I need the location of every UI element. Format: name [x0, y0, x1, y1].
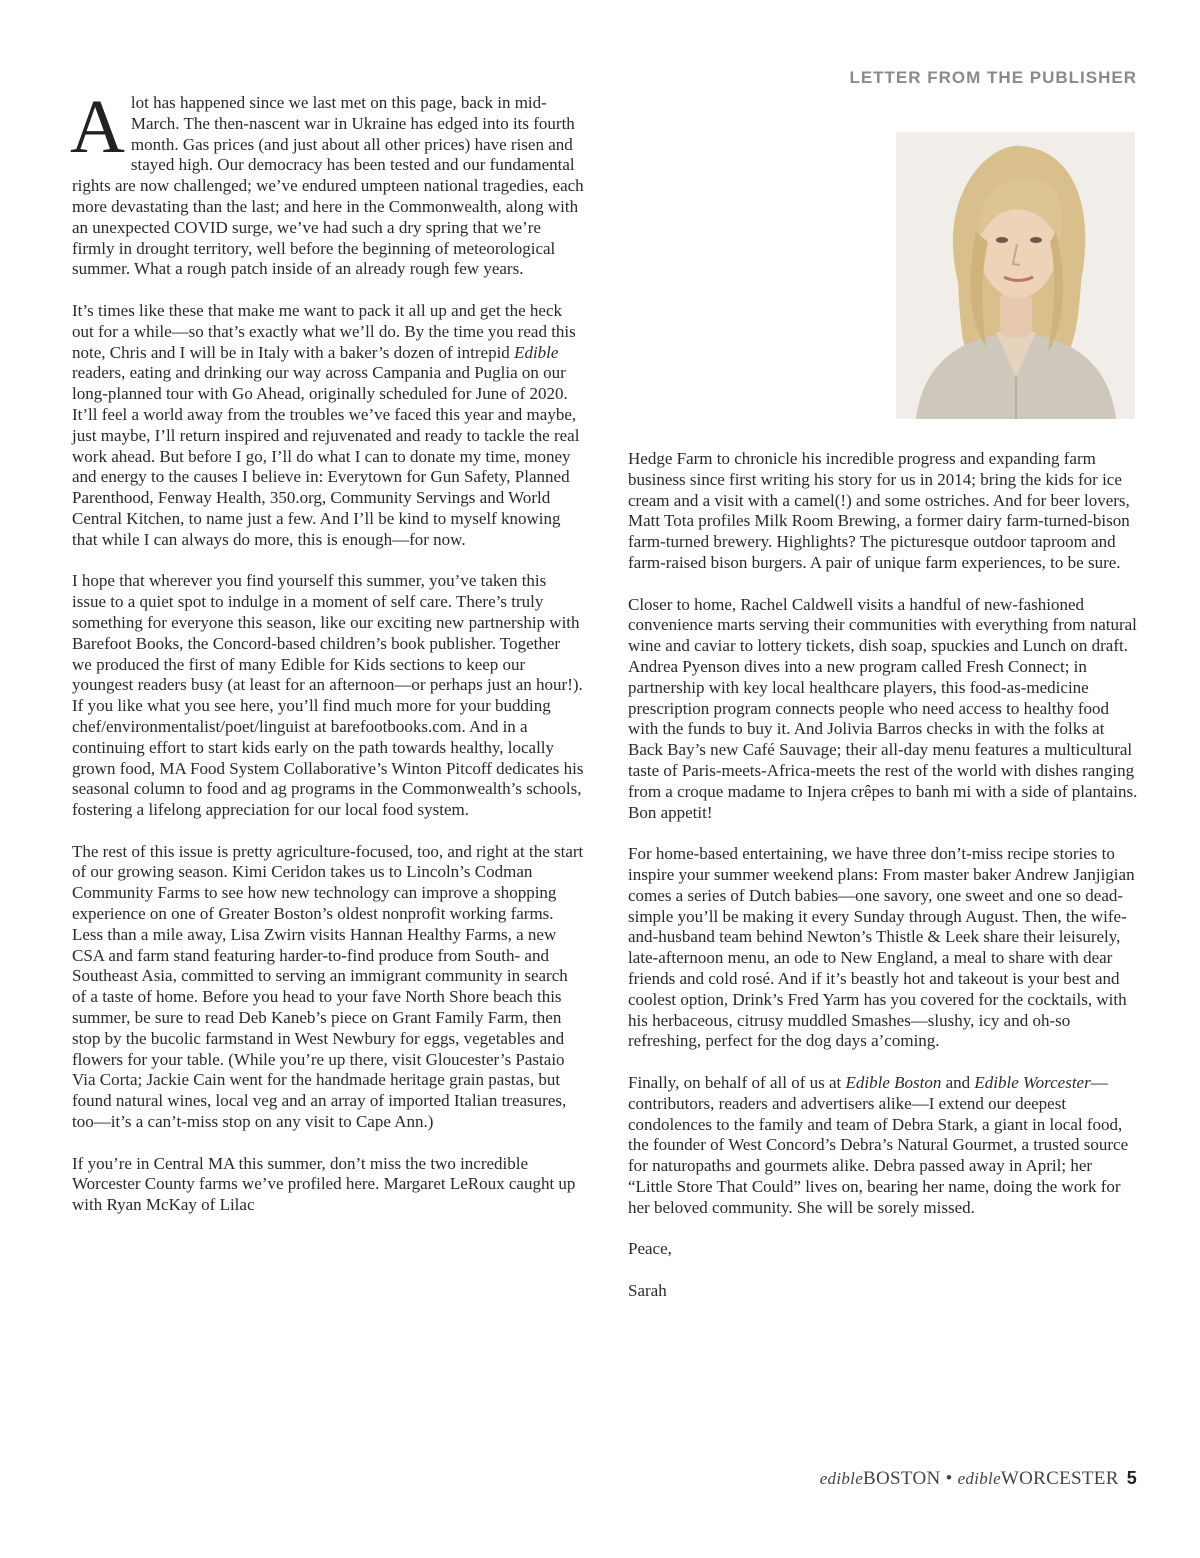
- signature: Sarah: [628, 1280, 667, 1300]
- paragraph-7: For home-based entertaining, we have three don’t-miss recipe stories to inspire your summer weekend plans: From master baker Andrew Janjigian comes a series of Dutch babies—one savory, one sweet and one so dead-simple you’ll be making it every Sunday through August. Then, the wife-and-husband team behind Newton’s Thistle & Leek share their leisurely, late-afternoon menu, an ode to New England, a meal to share with dear friends and cold rosé. And if it’s beastly hot and takeout is your best and coolest option, Drink’s Fred Yarm has you covered for the cocktails, with his herbaceous, citrusy muddled Smashes—slushy, icy and oh-so refreshing, perfect for the dog days a’coming.: [628, 844, 1135, 1051]
- paragraph-3: I hope that wherever you find yourself this summer, you’ve taken this issue to a quiet spot to indulge in a moment of self care. There’s truly something for everyone this season, like our exciting new partnership with Barefoot Books, the Concord-based children’s book publisher. Together we produced the first of many Edible for Kids sections to keep our youngest readers busy (at least for an afternoon—or perhaps just an hour!). If you like what you see here, you’ll find much more for your budding chef/environmentalist/poet/linguist at barefootbooks.com. And in a continuing effort to start kids early on the path towards healthy, locally grown food, MA Food System Collaborative’s Winton Pitcoff dedicates his seasonal column to food and ag programs in the Commonwealth’s schools, fostering a lifelong appreciation for our local food system.: [72, 571, 584, 820]
- paragraph-5-end: Hedge Farm to chronicle his incredible progress and expanding farm business since first writing his story for us in 2014; bring the kids for ice cream and a visit with a camel(!) and some ostriches. And for beer lovers, Matt Tota profiles Milk Room Brewing, a former dairy farm-turned-bison farm-turned brewery. Highlights? The picturesque outdoor taproom and farm-raised bison burgers. A pair of unique farm experiences, to be sure.: [628, 449, 1130, 572]
- drop-cap: A: [70, 85, 125, 169]
- section-label: LETTER FROM THE PUBLISHER: [849, 68, 1137, 87]
- footer-publication-1: BOSTON: [863, 1468, 941, 1489]
- footer-separator: •: [940, 1468, 958, 1489]
- paragraph-2: It’s times like these that make me want to pack it all up and get the heck out for a while—so that’s exactly what we’ll do. By the time you read this note, Chris and I will be in Italy with a baker’s dozen of intrepid Edible readers, eating and drinking our way across Campania and Puglia on our long-planned tour with Go Ahead, originally scheduled for June of 2020. It’ll feel a world away from the troubles we’ve faced this year and maybe, just maybe, I’ll return inspired and rejuvenated and ready to tackle the real work ahead. But before I go, I’ll do what I can to donate my time, money and energy to the causes I believe in: Everytown for Gun Safety, Planned Parenthood, Fenway Health, 350.org, Community Servings and World Central Kitchen, to name just a few. And I’ll be kind to myself knowing that while I can always do more, this is enough—for now.: [72, 300, 580, 549]
- closing: Peace,: [628, 1239, 672, 1259]
- publisher-portrait-icon: [896, 132, 1135, 419]
- footer-edible-2: edible: [957, 1469, 1001, 1488]
- footer-edible-1: edible: [819, 1469, 864, 1488]
- letter-column-right: [628, 449, 1140, 1322]
- page-footer: [820, 1468, 1137, 1490]
- footer-publication-2: WORCESTER: [1000, 1468, 1119, 1489]
- paragraph-4: The rest of this issue is pretty agriculture-focused, too, and right at the start of our growing season. Kimi Ceridon takes us to Lincoln’s Codman Community Farms to see how new technology can improve a shopping experience on one of Greater Boston’s oldest nonprofit working farms. Less than a mile away, Lisa Zwirn visits Hannan Healthy Farms, a new CSA and farm stand featuring harder-to-find produce from South- and Southeast Asia, committed to serving an immigrant community in search of a taste of home. Before you head to your fave North Shore beach this summer, be sure to read Deb Kaneb’s piece on Grant Family Farm, then stop by the bucolic farmstand in West Newbury for eggs, vegetables and flowers for your table. (While you’re up there, visit Gloucester’s Pastaio Via Corta; Jackie Cain went for the handmade heritage grain pastas, but found natural wines, local veg and an array of imported Italian treasures, too—it’s a can’t-miss stop on any visit to Cape Ann.): [72, 841, 584, 1132]
- paragraph-8: Finally, on behalf of all of us at Edible Boston and Edible Worcester—contributors, readers and advertisers alike—I extend our deepest condolences to the family and team of Debra Stark, a giant in local food, the founder of West Concord’s Debra’s Natural Gourmet, a trusted source for naturopaths and gourmets alike. Debra passed away in April; her “Little Store That Could” lives on, bearing her name, doing the work for her beloved community. She will be sorely missed.: [628, 1072, 1129, 1217]
- page-number: 5: [1126, 1468, 1137, 1488]
- paragraph-5-start: If you’re in Central MA this summer, don’t miss the two incredible Worcester County farms we’ve profiled here. Margaret LeRoux caught up with Ryan McKay of Lilac: [72, 1153, 576, 1215]
- paragraph-6: Closer to home, Rachel Caldwell visits a handful of new-fashioned convenience marts serving their communities with everything from natural wine and caviar to lottery tickets, dish soap, spuckies and Lunch on draft. Andrea Pyenson dives into a new program called Fresh Connect; in partnership with key local healthcare players, this food-as-medicine prescription program connects people who need access to healthy food with the funds to buy it. And Jolivia Barros checks in with the folks at Back Bay’s new Café Sauvage; their all-day menu features a multicultural taste of Paris-meets-Africa-meets the rest of the world with dishes ranging from a croque madame to Injera crêpes to banh mi with a side of plantains. Bon appetit!: [628, 594, 1138, 822]
- portrait-illustration: [896, 132, 1135, 419]
- paragraph-1: A lot has happened since we last met on this page, back in mid-March. The then-nascent war in Ukraine has edged into its fourth month. Gas prices (and just about all other prices) have risen and stayed high. Our democracy has been tested and our fundamental rights are now challenged; we’ve endured umpteen national tragedies, each more devastating than the last; and here in the Commonwealth, along with an unexpected COVID surge, we’ve had such a dry spring that we’re firmly in drought territory, well before the beginning of meteorological summer. What a rough patch inside of an already rough few years.: [70, 85, 584, 279]
- letter-column-left: [70, 85, 584, 1237]
